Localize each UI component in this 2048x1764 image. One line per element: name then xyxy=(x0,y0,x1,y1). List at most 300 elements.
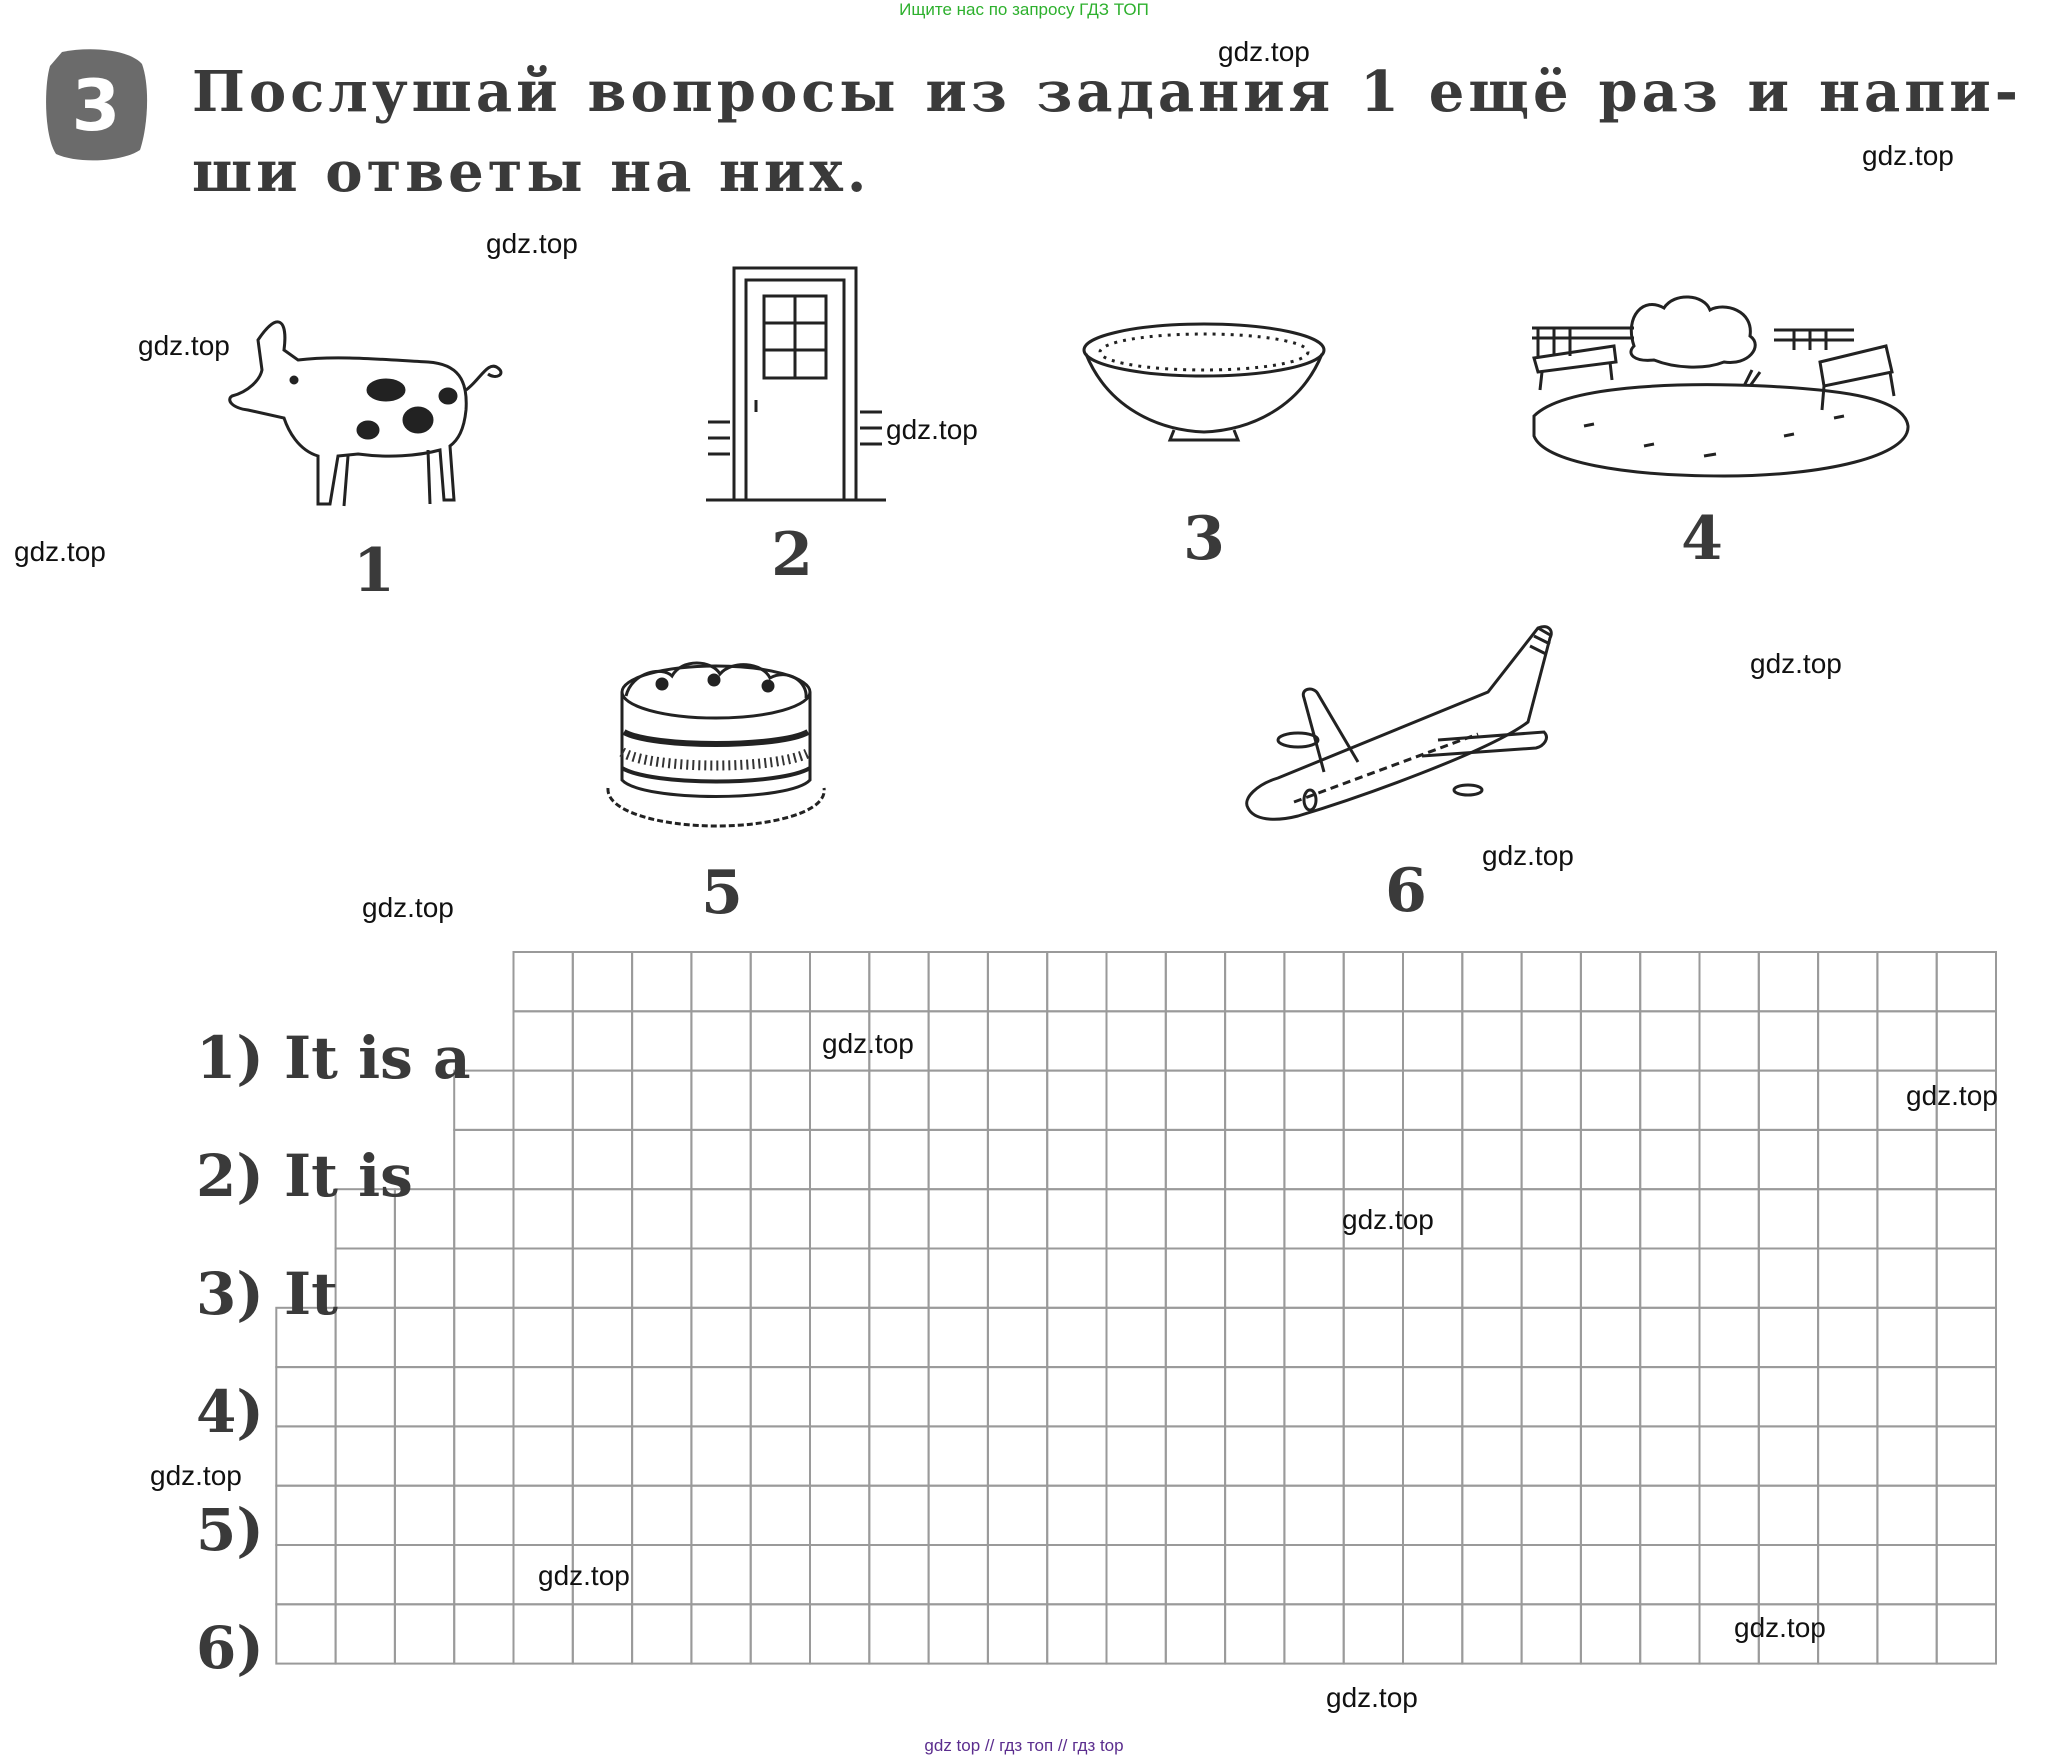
grid-cell[interactable] xyxy=(1107,1189,1166,1248)
grid-cell[interactable] xyxy=(1937,1367,1996,1426)
grid-cell[interactable] xyxy=(1818,952,1877,1011)
grid-cell[interactable] xyxy=(1403,1071,1462,1130)
grid-cell[interactable] xyxy=(336,1545,395,1604)
grid-cell[interactable] xyxy=(691,1189,750,1248)
grid-cell[interactable] xyxy=(573,1604,632,1663)
grid-cell[interactable] xyxy=(810,1367,869,1426)
grid-cell[interactable] xyxy=(276,1545,335,1604)
grid-cell[interactable] xyxy=(632,1545,691,1604)
grid-cell[interactable] xyxy=(1818,1249,1877,1308)
grid-cell[interactable] xyxy=(454,1545,513,1604)
grid-cell[interactable] xyxy=(1047,1426,1106,1485)
grid-cell[interactable] xyxy=(1581,1308,1640,1367)
grid-cell[interactable] xyxy=(1877,1604,1936,1663)
grid-cell[interactable] xyxy=(395,1604,454,1663)
grid-cell[interactable] xyxy=(1166,952,1225,1011)
grid-cell[interactable] xyxy=(1818,1486,1877,1545)
grid-cell[interactable] xyxy=(1759,1426,1818,1485)
grid-cell[interactable] xyxy=(1403,1249,1462,1308)
grid-cell[interactable] xyxy=(869,952,928,1011)
grid-cell[interactable] xyxy=(929,1604,988,1663)
grid-cell[interactable] xyxy=(454,1189,513,1248)
grid-cell[interactable] xyxy=(1225,1130,1284,1189)
grid-cell[interactable] xyxy=(691,1486,750,1545)
grid-cell[interactable] xyxy=(1581,1071,1640,1130)
grid-cell[interactable] xyxy=(1284,1130,1343,1189)
grid-cell[interactable] xyxy=(514,952,573,1011)
grid-cell[interactable] xyxy=(929,1486,988,1545)
grid-cell[interactable] xyxy=(810,1308,869,1367)
grid-cell[interactable] xyxy=(1047,1545,1106,1604)
grid-cell[interactable] xyxy=(573,1308,632,1367)
grid-cell[interactable] xyxy=(988,952,1047,1011)
grid-cell[interactable] xyxy=(1107,1308,1166,1367)
grid-cell[interactable] xyxy=(1047,1011,1106,1070)
grid-cell[interactable] xyxy=(454,1130,513,1189)
grid-cell[interactable] xyxy=(1225,1367,1284,1426)
grid-cell[interactable] xyxy=(573,1011,632,1070)
grid-cell[interactable] xyxy=(1166,1367,1225,1426)
grid-cell[interactable] xyxy=(632,1189,691,1248)
grid-cell[interactable] xyxy=(632,1130,691,1189)
grid-cell[interactable] xyxy=(1522,1486,1581,1545)
grid-cell[interactable] xyxy=(1462,1071,1521,1130)
grid-cell[interactable] xyxy=(1581,1189,1640,1248)
grid-cell[interactable] xyxy=(1937,1426,1996,1485)
grid-cell[interactable] xyxy=(751,952,810,1011)
grid-cell[interactable] xyxy=(1047,1367,1106,1426)
grid-cell[interactable] xyxy=(869,1367,928,1426)
grid-cell[interactable] xyxy=(1047,1071,1106,1130)
grid-cell[interactable] xyxy=(1344,1486,1403,1545)
grid-cell[interactable] xyxy=(1581,1604,1640,1663)
grid-cell[interactable] xyxy=(691,1011,750,1070)
grid-cell[interactable] xyxy=(1581,1011,1640,1070)
grid-cell[interactable] xyxy=(395,1545,454,1604)
grid-cell[interactable] xyxy=(1225,1604,1284,1663)
grid-cell[interactable] xyxy=(1047,952,1106,1011)
grid-cell[interactable] xyxy=(1818,1011,1877,1070)
grid-cell[interactable] xyxy=(573,1130,632,1189)
grid-cell[interactable] xyxy=(395,1367,454,1426)
grid-cell[interactable] xyxy=(1047,1249,1106,1308)
grid-cell[interactable] xyxy=(514,1130,573,1189)
grid-cell[interactable] xyxy=(336,1367,395,1426)
grid-cell[interactable] xyxy=(573,1486,632,1545)
grid-cell[interactable] xyxy=(988,1189,1047,1248)
grid-cell[interactable] xyxy=(751,1426,810,1485)
grid-cell[interactable] xyxy=(336,1604,395,1663)
grid-cell[interactable] xyxy=(1877,1367,1936,1426)
grid-cell[interactable] xyxy=(1344,1011,1403,1070)
grid-cell[interactable] xyxy=(1700,1249,1759,1308)
grid-cell[interactable] xyxy=(869,1486,928,1545)
grid-cell[interactable] xyxy=(1937,1249,1996,1308)
grid-cell[interactable] xyxy=(1640,1486,1699,1545)
grid-cell[interactable] xyxy=(751,1130,810,1189)
grid-cell[interactable] xyxy=(1284,1545,1343,1604)
grid-cell[interactable] xyxy=(1759,1486,1818,1545)
grid-cell[interactable] xyxy=(1640,1367,1699,1426)
grid-cell[interactable] xyxy=(1640,1011,1699,1070)
grid-cell[interactable] xyxy=(1522,952,1581,1011)
grid-cell[interactable] xyxy=(869,1249,928,1308)
grid-cell[interactable] xyxy=(454,1367,513,1426)
grid-cell[interactable] xyxy=(1166,1249,1225,1308)
grid-cell[interactable] xyxy=(1225,1486,1284,1545)
grid-cell[interactable] xyxy=(691,1545,750,1604)
grid-cell[interactable] xyxy=(1166,1545,1225,1604)
grid-cell[interactable] xyxy=(1700,1367,1759,1426)
grid-cell[interactable] xyxy=(632,1308,691,1367)
grid-cell[interactable] xyxy=(810,1130,869,1189)
grid-cell[interactable] xyxy=(1225,1545,1284,1604)
grid-cell[interactable] xyxy=(869,1545,928,1604)
grid-cell[interactable] xyxy=(573,1249,632,1308)
grid-cell[interactable] xyxy=(514,1604,573,1663)
grid-cell[interactable] xyxy=(1403,1604,1462,1663)
grid-cell[interactable] xyxy=(1877,1486,1936,1545)
grid-cell[interactable] xyxy=(1522,1130,1581,1189)
grid-cell[interactable] xyxy=(1759,1249,1818,1308)
grid-cell[interactable] xyxy=(1225,1071,1284,1130)
grid-cell[interactable] xyxy=(929,1308,988,1367)
grid-cell[interactable] xyxy=(1284,1249,1343,1308)
grid-cell[interactable] xyxy=(751,1071,810,1130)
grid-cell[interactable] xyxy=(869,1189,928,1248)
grid-cell[interactable] xyxy=(1522,1249,1581,1308)
grid-cell[interactable] xyxy=(1937,1486,1996,1545)
grid-cell[interactable] xyxy=(988,1308,1047,1367)
grid-cell[interactable] xyxy=(1284,1189,1343,1248)
grid-cell[interactable] xyxy=(1818,1545,1877,1604)
grid-cell[interactable] xyxy=(810,1545,869,1604)
grid-cell[interactable] xyxy=(988,1249,1047,1308)
grid-cell[interactable] xyxy=(573,1071,632,1130)
grid-cell[interactable] xyxy=(1937,1308,1996,1367)
grid-cell[interactable] xyxy=(1700,1130,1759,1189)
grid-cell[interactable] xyxy=(1166,1604,1225,1663)
grid-cell[interactable] xyxy=(751,1308,810,1367)
grid-cell[interactable] xyxy=(454,1486,513,1545)
grid-cell[interactable] xyxy=(1344,952,1403,1011)
grid-cell[interactable] xyxy=(929,952,988,1011)
grid-cell[interactable] xyxy=(810,1249,869,1308)
grid-cell[interactable] xyxy=(1403,1308,1462,1367)
grid-cell[interactable] xyxy=(276,1426,335,1485)
grid-cell[interactable] xyxy=(514,1486,573,1545)
grid-cell[interactable] xyxy=(1581,1249,1640,1308)
grid-cell[interactable] xyxy=(929,1071,988,1130)
grid-cell[interactable] xyxy=(988,1071,1047,1130)
grid-cell[interactable] xyxy=(1581,1130,1640,1189)
grid-cell[interactable] xyxy=(454,1604,513,1663)
grid-cell[interactable] xyxy=(514,1249,573,1308)
grid-cell[interactable] xyxy=(751,1486,810,1545)
grid-cell[interactable] xyxy=(1107,1367,1166,1426)
grid-cell[interactable] xyxy=(1462,1011,1521,1070)
grid-cell[interactable] xyxy=(1225,1189,1284,1248)
grid-cell[interactable] xyxy=(1759,1011,1818,1070)
grid-cell[interactable] xyxy=(929,1249,988,1308)
grid-cell[interactable] xyxy=(454,1426,513,1485)
grid-cell[interactable] xyxy=(810,1604,869,1663)
grid-cell[interactable] xyxy=(1759,1071,1818,1130)
grid-cell[interactable] xyxy=(1344,1249,1403,1308)
grid-cell[interactable] xyxy=(1522,1604,1581,1663)
grid-cell[interactable] xyxy=(869,1308,928,1367)
grid-cell[interactable] xyxy=(1284,1604,1343,1663)
grid-cell[interactable] xyxy=(810,1071,869,1130)
grid-cell[interactable] xyxy=(1877,1426,1936,1485)
grid-cell[interactable] xyxy=(1403,952,1462,1011)
grid-cell[interactable] xyxy=(1344,1071,1403,1130)
grid-cell[interactable] xyxy=(691,952,750,1011)
grid-cell[interactable] xyxy=(336,1486,395,1545)
grid-cell[interactable] xyxy=(929,1189,988,1248)
grid-cell[interactable] xyxy=(691,1130,750,1189)
grid-cell[interactable] xyxy=(1640,1189,1699,1248)
grid-cell[interactable] xyxy=(1700,1426,1759,1485)
grid-cell[interactable] xyxy=(1700,1545,1759,1604)
grid-cell[interactable] xyxy=(1759,1189,1818,1248)
grid-cell[interactable] xyxy=(395,1249,454,1308)
grid-cell[interactable] xyxy=(1107,1130,1166,1189)
top-banner[interactable]: Ищите нас по запросу ГДЗ ТОП xyxy=(899,0,1149,19)
grid-cell[interactable] xyxy=(1818,1189,1877,1248)
grid-cell[interactable] xyxy=(1284,952,1343,1011)
footer-links[interactable]: gdz top // гдз топ // гдз top xyxy=(924,1736,1124,1755)
grid-cell[interactable] xyxy=(1640,1308,1699,1367)
grid-cell[interactable] xyxy=(1640,1249,1699,1308)
grid-cell[interactable] xyxy=(395,1486,454,1545)
grid-cell[interactable] xyxy=(1403,1367,1462,1426)
grid-cell[interactable] xyxy=(1462,1249,1521,1308)
grid-cell[interactable] xyxy=(632,1604,691,1663)
grid-cell[interactable] xyxy=(514,1308,573,1367)
grid-cell[interactable] xyxy=(810,1486,869,1545)
grid-cell[interactable] xyxy=(336,1308,395,1367)
grid-cell[interactable] xyxy=(988,1604,1047,1663)
grid-cell[interactable] xyxy=(573,952,632,1011)
grid-cell[interactable] xyxy=(1640,1426,1699,1485)
grid-cell[interactable] xyxy=(1877,952,1936,1011)
grid-cell[interactable] xyxy=(1107,1426,1166,1485)
grid-cell[interactable] xyxy=(514,1011,573,1070)
grid-cell[interactable] xyxy=(929,1367,988,1426)
grid-cell[interactable] xyxy=(1225,1308,1284,1367)
grid-cell[interactable] xyxy=(1403,1486,1462,1545)
grid-cell[interactable] xyxy=(1284,1367,1343,1426)
grid-cell[interactable] xyxy=(1284,1486,1343,1545)
grid-cell[interactable] xyxy=(1166,1426,1225,1485)
grid-cell[interactable] xyxy=(1581,1426,1640,1485)
grid-cell[interactable] xyxy=(1344,1308,1403,1367)
grid-cell[interactable] xyxy=(1818,1308,1877,1367)
grid-cell[interactable] xyxy=(1877,1189,1936,1248)
grid-cell[interactable] xyxy=(276,1367,335,1426)
grid-cell[interactable] xyxy=(751,1011,810,1070)
grid-cell[interactable] xyxy=(454,1308,513,1367)
grid-cell[interactable] xyxy=(1166,1011,1225,1070)
grid-cell[interactable] xyxy=(691,1071,750,1130)
grid-cell[interactable] xyxy=(573,1189,632,1248)
grid-cell[interactable] xyxy=(1403,1545,1462,1604)
grid-cell[interactable] xyxy=(1403,1011,1462,1070)
grid-cell[interactable] xyxy=(1107,952,1166,1011)
grid-cell[interactable] xyxy=(1462,1486,1521,1545)
grid-cell[interactable] xyxy=(1581,952,1640,1011)
grid-cell[interactable] xyxy=(1640,1545,1699,1604)
grid-cell[interactable] xyxy=(1818,1130,1877,1189)
grid-cell[interactable] xyxy=(1877,1011,1936,1070)
grid-cell[interactable] xyxy=(514,1189,573,1248)
grid-cell[interactable] xyxy=(1581,1486,1640,1545)
grid-cell[interactable] xyxy=(1107,1071,1166,1130)
grid-cell[interactable] xyxy=(1700,1308,1759,1367)
grid-cell[interactable] xyxy=(1818,1604,1877,1663)
grid-cell[interactable] xyxy=(1344,1604,1403,1663)
grid-cell[interactable] xyxy=(1047,1130,1106,1189)
grid-cell[interactable] xyxy=(988,1130,1047,1189)
grid-cell[interactable] xyxy=(1225,1426,1284,1485)
grid-cell[interactable] xyxy=(810,952,869,1011)
grid-cell[interactable] xyxy=(988,1486,1047,1545)
grid-cell[interactable] xyxy=(1284,1011,1343,1070)
grid-cell[interactable] xyxy=(1937,1130,1996,1189)
grid-cell[interactable] xyxy=(632,1249,691,1308)
grid-cell[interactable] xyxy=(514,1071,573,1130)
grid-cell[interactable] xyxy=(1284,1308,1343,1367)
grid-cell[interactable] xyxy=(929,1545,988,1604)
grid-cell[interactable] xyxy=(1937,1011,1996,1070)
grid-cell[interactable] xyxy=(1700,1011,1759,1070)
grid-cell[interactable] xyxy=(1107,1604,1166,1663)
grid-cell[interactable] xyxy=(1166,1071,1225,1130)
grid-cell[interactable] xyxy=(1522,1071,1581,1130)
grid-cell[interactable] xyxy=(691,1249,750,1308)
grid-cell[interactable] xyxy=(1462,1130,1521,1189)
grid-cell[interactable] xyxy=(1107,1486,1166,1545)
grid-cell[interactable] xyxy=(1166,1130,1225,1189)
grid-cell[interactable] xyxy=(514,1426,573,1485)
grid-cell[interactable] xyxy=(1818,1071,1877,1130)
grid-cell[interactable] xyxy=(1166,1189,1225,1248)
grid-cell[interactable] xyxy=(336,1426,395,1485)
grid-cell[interactable] xyxy=(1759,952,1818,1011)
grid-cell[interactable] xyxy=(1522,1426,1581,1485)
grid-cell[interactable] xyxy=(1522,1011,1581,1070)
grid-cell[interactable] xyxy=(1047,1604,1106,1663)
grid-cell[interactable] xyxy=(1047,1308,1106,1367)
grid-cell[interactable] xyxy=(1107,1011,1166,1070)
grid-cell[interactable] xyxy=(1581,1367,1640,1426)
grid-cell[interactable] xyxy=(810,1426,869,1485)
grid-cell[interactable] xyxy=(1403,1426,1462,1485)
grid-cell[interactable] xyxy=(1462,952,1521,1011)
grid-cell[interactable] xyxy=(1047,1189,1106,1248)
grid-cell[interactable] xyxy=(1522,1367,1581,1426)
grid-cell[interactable] xyxy=(454,1249,513,1308)
grid-cell[interactable] xyxy=(988,1011,1047,1070)
grid-cell[interactable] xyxy=(1522,1308,1581,1367)
grid-cell[interactable] xyxy=(1877,1130,1936,1189)
grid-cell[interactable] xyxy=(632,1367,691,1426)
grid-cell[interactable] xyxy=(1107,1545,1166,1604)
grid-cell[interactable] xyxy=(1344,1130,1403,1189)
grid-cell[interactable] xyxy=(1759,1545,1818,1604)
grid-cell[interactable] xyxy=(1344,1545,1403,1604)
grid-cell[interactable] xyxy=(751,1367,810,1426)
grid-cell[interactable] xyxy=(573,1426,632,1485)
grid-cell[interactable] xyxy=(1759,1308,1818,1367)
grid-cell[interactable] xyxy=(1877,1249,1936,1308)
grid-cell[interactable] xyxy=(336,1249,395,1308)
grid-cell[interactable] xyxy=(1759,1367,1818,1426)
grid-cell[interactable] xyxy=(632,1426,691,1485)
grid-cell[interactable] xyxy=(632,1011,691,1070)
grid-cell[interactable] xyxy=(276,1604,335,1663)
grid-cell[interactable] xyxy=(1818,1426,1877,1485)
grid-cell[interactable] xyxy=(691,1426,750,1485)
grid-cell[interactable] xyxy=(1640,1071,1699,1130)
grid-cell[interactable] xyxy=(929,1011,988,1070)
grid-cell[interactable] xyxy=(1047,1486,1106,1545)
grid-cell[interactable] xyxy=(1700,1486,1759,1545)
grid-cell[interactable] xyxy=(810,1189,869,1248)
grid-cell[interactable] xyxy=(1700,1189,1759,1248)
grid-cell[interactable] xyxy=(1462,1545,1521,1604)
grid-cell[interactable] xyxy=(1640,1604,1699,1663)
grid-cell[interactable] xyxy=(632,1071,691,1130)
grid-cell[interactable] xyxy=(1937,1604,1996,1663)
grid-cell[interactable] xyxy=(1225,1011,1284,1070)
grid-cell[interactable] xyxy=(1581,1545,1640,1604)
grid-cell[interactable] xyxy=(514,1367,573,1426)
grid-cell[interactable] xyxy=(395,1308,454,1367)
grid-cell[interactable] xyxy=(1225,952,1284,1011)
grid-cell[interactable] xyxy=(691,1604,750,1663)
grid-cell[interactable] xyxy=(1166,1486,1225,1545)
grid-cell[interactable] xyxy=(988,1545,1047,1604)
grid-cell[interactable] xyxy=(1462,1604,1521,1663)
grid-cell[interactable] xyxy=(1877,1545,1936,1604)
grid-cell[interactable] xyxy=(751,1604,810,1663)
grid-cell[interactable] xyxy=(1462,1189,1521,1248)
grid-cell[interactable] xyxy=(276,1486,335,1545)
grid-cell[interactable] xyxy=(1640,1130,1699,1189)
grid-cell[interactable] xyxy=(632,952,691,1011)
grid-cell[interactable] xyxy=(573,1367,632,1426)
grid-cell[interactable] xyxy=(988,1426,1047,1485)
grid-cell[interactable] xyxy=(869,1426,928,1485)
grid-cell[interactable] xyxy=(1522,1545,1581,1604)
grid-cell[interactable] xyxy=(1937,1189,1996,1248)
grid-cell[interactable] xyxy=(1225,1249,1284,1308)
grid-cell[interactable] xyxy=(1522,1189,1581,1248)
grid-cell[interactable] xyxy=(1462,1367,1521,1426)
grid-cell[interactable] xyxy=(1700,952,1759,1011)
grid-cell[interactable] xyxy=(1937,952,1996,1011)
grid-cell[interactable] xyxy=(1344,1367,1403,1426)
grid-cell[interactable] xyxy=(1107,1249,1166,1308)
grid-cell[interactable] xyxy=(1877,1308,1936,1367)
grid-cell[interactable] xyxy=(1166,1308,1225,1367)
grid-cell[interactable] xyxy=(751,1189,810,1248)
grid-cell[interactable] xyxy=(395,1426,454,1485)
grid-cell[interactable] xyxy=(632,1486,691,1545)
grid-cell[interactable] xyxy=(691,1308,750,1367)
